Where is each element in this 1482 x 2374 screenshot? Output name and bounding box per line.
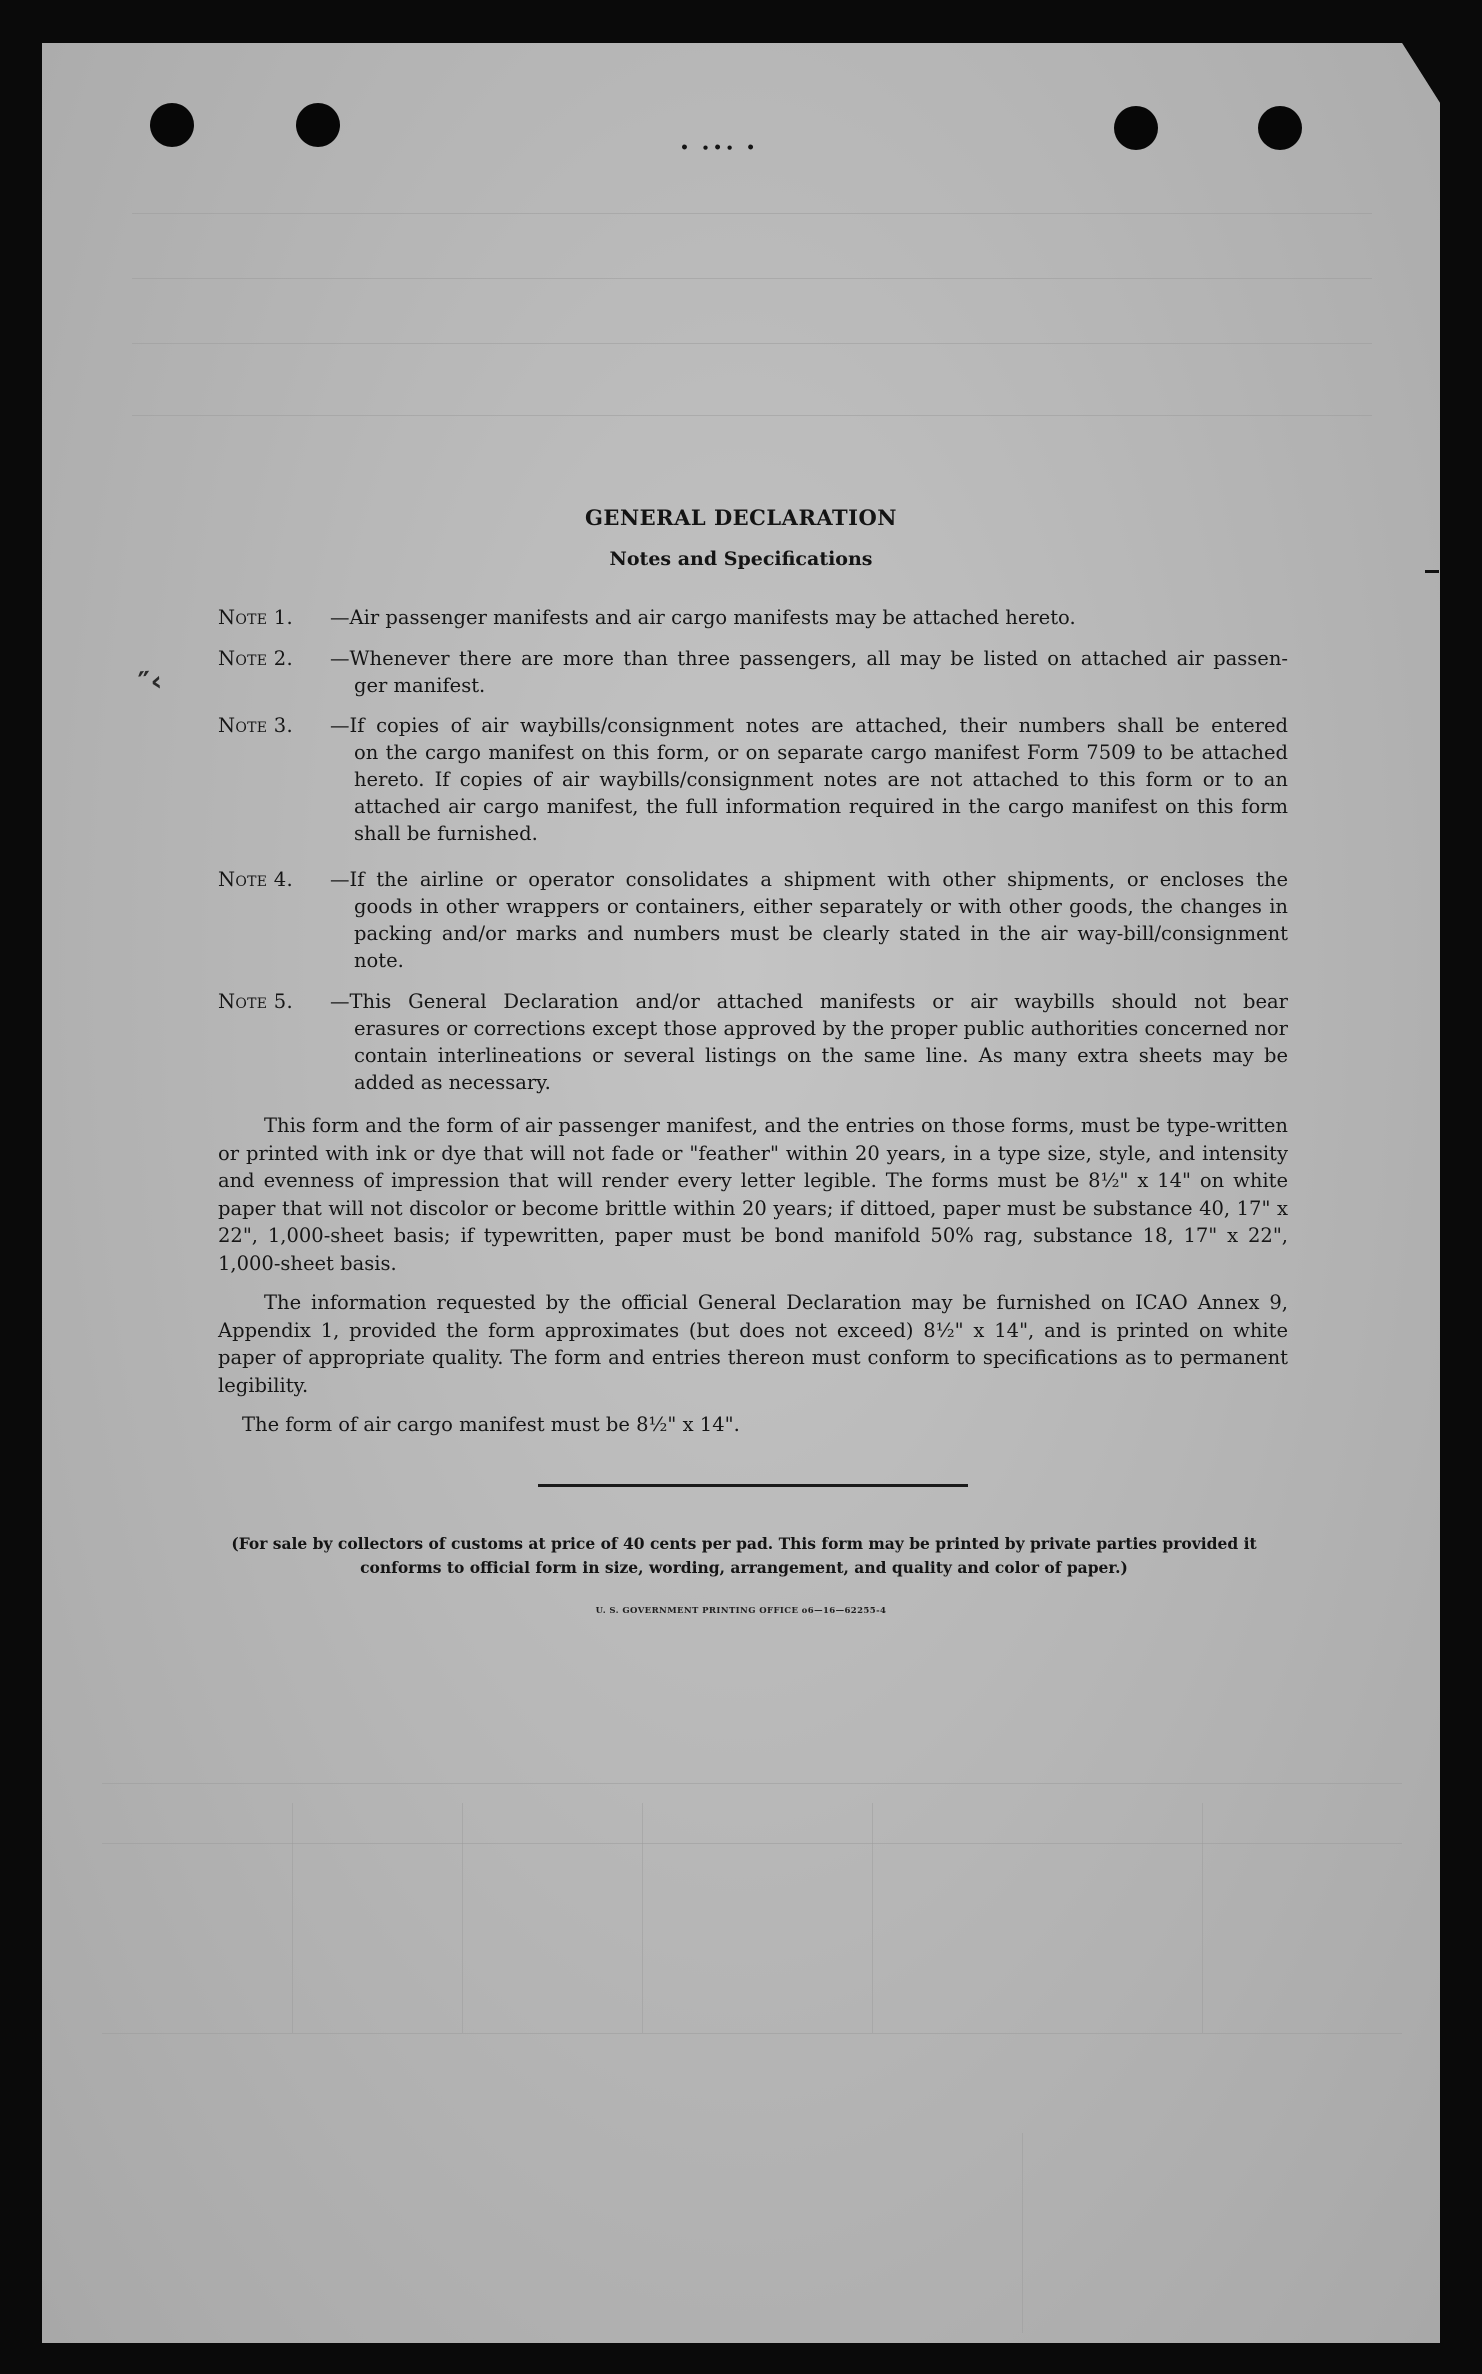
- note-label: Note 5.: [218, 990, 294, 1013]
- note-text-continued: on the cargo manifest on this form, or on separate cargo manifest Form 7509 to be attached hereto. If copies of air waybills/consignment notes are not attached to this form or to an attached air cargo manifest, the full information required in the cargo manifest on this form shall be furnished.: [354, 741, 1288, 845]
- page-subtitle: Notes and Specifications: [609, 548, 873, 570]
- note-4: [218, 866, 1288, 974]
- punch-hole: [1114, 106, 1158, 150]
- bleed-through-line: [462, 1803, 463, 2033]
- printer-imprint: U. S. GOVERNMENT PRINTING OFFICE o6—16—62255-4: [595, 1606, 887, 1616]
- note-label: Note 4.: [218, 868, 294, 891]
- divider-rule: [538, 1484, 968, 1487]
- page-title: GENERAL DECLARATION: [585, 505, 897, 530]
- note-text: —Air passenger manifests and air cargo manifests may be attached hereto.: [330, 606, 1076, 629]
- note-1: [218, 604, 1288, 631]
- bleed-through-line: [292, 1803, 293, 2033]
- bleed-through-line: [132, 415, 1372, 416]
- note-text-continued: goods in other wrappers or containers, either separately or with other goods, the changes in packing and/or marks and numbers must be clearly stated in the air way-bill/consignment note.: [354, 895, 1288, 972]
- note-text: —This General Declaration and/or attached manifests or air waybills should not bear: [330, 990, 1288, 1013]
- bleed-through-line: [1022, 2133, 1023, 2333]
- note-text-continued: ger manifest.: [354, 674, 486, 697]
- paragraph-cargo-manifest-size: The form of air cargo manifest must be 8½" x 14".: [242, 1413, 740, 1436]
- bleed-through-heading: [522, 75, 554, 105]
- note-label: Note 1.: [218, 606, 294, 629]
- bleed-through-line: [642, 1803, 643, 2033]
- note-text-continued: erasures or corrections except those approved by the proper public authorities concerned nor contain interlineations or several listings on the same line. As many extra sheets may be added as necessary.: [354, 1017, 1288, 1094]
- edge-mark: [1425, 570, 1439, 573]
- note-label: Note 2.: [218, 647, 294, 670]
- note-text: —If the airline or operator consolidates a shipment with other shipments, or encloses the: [330, 868, 1288, 891]
- note-label: Note 3.: [218, 714, 294, 737]
- punch-hole: [150, 103, 194, 147]
- paragraph-typewritten-requirements: This form and the form of air passenger manifest, and the entries on those forms, must be type-written or printed with ink or dye that will not fade or "feather" within 20 years, in a type size, style, and intensity and evenness of impression that will render every letter legible. The forms must be 8½" x 14" on white paper that will not discolor or become brittle within 20 years; if dittoed, paper must be substance 40, 17" x 22", 1,000-sheet basis; if typewritten, paper must be bond manifold 50% rag, substance 18, 17" x 22", 1,000-sheet basis.: [218, 1114, 1288, 1275]
- bleed-through-line: [102, 1783, 1402, 1784]
- bleed-through-line: [132, 343, 1372, 344]
- sale-notice: (For sale by collectors of customs at price of 40 cents per pad. This form may be printed by private parties provided it conforms to official form in size, wording, arrangement, and quality and color of paper.): [231, 1534, 1257, 1577]
- stamp-mark: ″‹: [136, 664, 164, 699]
- note-3: [218, 712, 1288, 847]
- note-text: —Whenever there are more than three passengers, all may be listed on attached air passen-: [330, 647, 1288, 670]
- punch-hole: [1258, 106, 1302, 150]
- note-5: [218, 988, 1288, 1096]
- bleed-through-line: [132, 278, 1372, 279]
- note-2: [218, 645, 1288, 699]
- punch-hole: [296, 103, 340, 147]
- ink-specks: • ∙•∙ •: [680, 140, 760, 156]
- note-text: —If copies of air waybills/consignment notes are attached, their numbers shall be entered: [330, 714, 1288, 737]
- paragraph-icao-annex: The information requested by the official General Declaration may be furnished on ICAO Annex 9, Appendix 1, provided the form approximates (but does not exceed) 8½" x 14", and is printed on white paper of appropriate quality. The form and entries thereon must conform to specifications as to permanent legibility.: [218, 1291, 1288, 1397]
- bleed-through-line: [1202, 1803, 1203, 2033]
- bleed-through-line: [872, 1803, 873, 2033]
- bleed-through-line: [102, 1843, 1402, 1844]
- bleed-through-line: [132, 213, 1372, 214]
- bleed-through-line: [102, 2033, 1402, 2034]
